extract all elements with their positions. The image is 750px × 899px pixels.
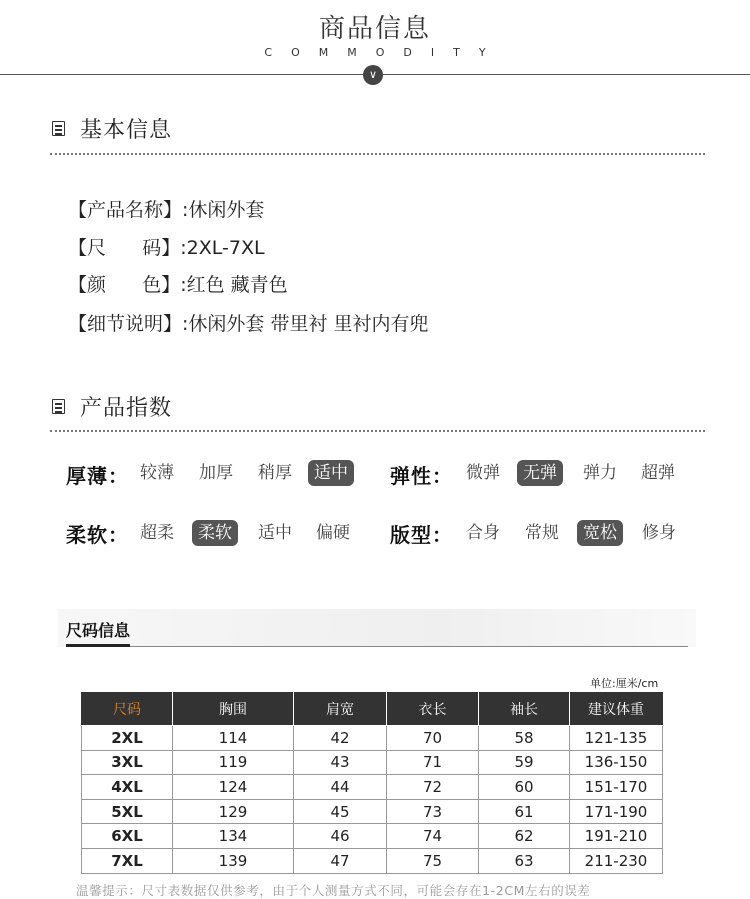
- index-option: 较薄: [140, 463, 174, 483]
- size-info-accent: [66, 644, 130, 647]
- info-details: 【细节说明】:休闲外套 带里衬 里衬内有兜: [68, 313, 429, 335]
- index-option: 修身: [642, 523, 676, 543]
- basic-info-title: 基本信息: [80, 118, 173, 143]
- info-color: 【颜 色】:红色 藏青色: [68, 274, 288, 296]
- table-row: [82, 848, 663, 873]
- index-option: 稍厚: [258, 463, 292, 483]
- table-row: [82, 824, 663, 849]
- index-option-selected: 柔软: [192, 520, 238, 546]
- size-info-title: 尺码信息: [66, 621, 131, 640]
- table-cell: 5XL: [82, 799, 173, 824]
- table-cell: 42: [294, 726, 387, 751]
- index-option: 弹力: [583, 463, 617, 483]
- basic-info-divider: [50, 153, 705, 155]
- table-cell: 60: [479, 775, 570, 800]
- index-option-selected: 无弹: [517, 460, 563, 486]
- table-row: [82, 775, 663, 800]
- document-icon: [52, 121, 65, 136]
- table-cell: 74: [387, 824, 479, 849]
- size-table: [81, 692, 663, 874]
- info-product-name: 【产品名称】:休闲外套: [68, 199, 265, 221]
- table-header-row: [82, 693, 663, 726]
- table-cell: 124: [173, 775, 294, 800]
- table-cell: 59: [479, 750, 570, 775]
- index-label-elasticity: 弹性：: [390, 464, 453, 488]
- table-cell: 46: [294, 824, 387, 849]
- table-cell: 75: [387, 848, 479, 873]
- table-cell: 211-230: [570, 848, 663, 873]
- size-info-underline: [66, 646, 688, 647]
- table-cell: 171-190: [570, 799, 663, 824]
- page-title: 商品信息: [318, 14, 431, 44]
- table-cell: 71: [387, 750, 479, 775]
- table-cell: 47: [294, 848, 387, 873]
- table-header: 肩宽: [294, 693, 387, 726]
- chevron-down-icon: ∨: [363, 65, 383, 85]
- table-row: [82, 750, 663, 775]
- table-header: 胸围: [173, 693, 294, 726]
- index-option: 加厚: [199, 463, 233, 483]
- table-row: [82, 726, 663, 751]
- size-note: 温馨提示：尺寸表数据仅供参考，由于个人测量方式不同，可能会存在1-2CM左右的误差: [76, 883, 591, 898]
- index-option: 合身: [466, 523, 500, 543]
- index-option: 适中: [258, 523, 292, 543]
- index-label-fit: 版型：: [390, 523, 453, 547]
- table-cell: 4XL: [82, 775, 173, 800]
- table-row: [82, 799, 663, 824]
- index-label-thickness: 厚薄：: [66, 464, 129, 488]
- table-cell: 2XL: [82, 726, 173, 751]
- index-option: 微弹: [466, 463, 500, 483]
- document-icon: [52, 399, 65, 414]
- table-cell: 114: [173, 726, 294, 751]
- table-cell: 134: [173, 824, 294, 849]
- table-cell: 6XL: [82, 824, 173, 849]
- table-header: 尺码: [82, 693, 173, 726]
- table-cell: 58: [479, 726, 570, 751]
- product-index-divider: [50, 430, 705, 432]
- table-cell: 63: [479, 848, 570, 873]
- index-option: 超弹: [641, 463, 675, 483]
- table-cell: 3XL: [82, 750, 173, 775]
- table-cell: 73: [387, 799, 479, 824]
- table-cell: 121-135: [570, 726, 663, 751]
- info-size: 【尺 码】:2XL-7XL: [68, 237, 265, 259]
- index-option-selected: 宽松: [577, 520, 623, 546]
- table-cell: 129: [173, 799, 294, 824]
- index-option: 常规: [525, 523, 559, 543]
- table-header: 袖长: [479, 693, 570, 726]
- index-option-selected: 适中: [308, 460, 354, 486]
- table-cell: 139: [173, 848, 294, 873]
- table-cell: 7XL: [82, 848, 173, 873]
- table-header: 衣长: [387, 693, 479, 726]
- table-cell: 136-150: [570, 750, 663, 775]
- unit-label: 单位:厘米/cm: [590, 677, 659, 690]
- table-cell: 44: [294, 775, 387, 800]
- table-cell: 70: [387, 726, 479, 751]
- index-label-softness: 柔软：: [66, 523, 129, 547]
- table-cell: 151-170: [570, 775, 663, 800]
- table-cell: 43: [294, 750, 387, 775]
- table-cell: 61: [479, 799, 570, 824]
- product-index-title: 产品指数: [80, 396, 173, 421]
- index-option: 超柔: [140, 523, 174, 543]
- table-cell: 191-210: [570, 824, 663, 849]
- index-option: 偏硬: [316, 523, 350, 543]
- page-subtitle: COMMODITY: [264, 46, 505, 59]
- size-info-banner: [58, 609, 696, 647]
- table-cell: 119: [173, 750, 294, 775]
- table-cell: 45: [294, 799, 387, 824]
- table-cell: 62: [479, 824, 570, 849]
- table-header: 建议体重: [570, 693, 663, 726]
- table-cell: 72: [387, 775, 479, 800]
